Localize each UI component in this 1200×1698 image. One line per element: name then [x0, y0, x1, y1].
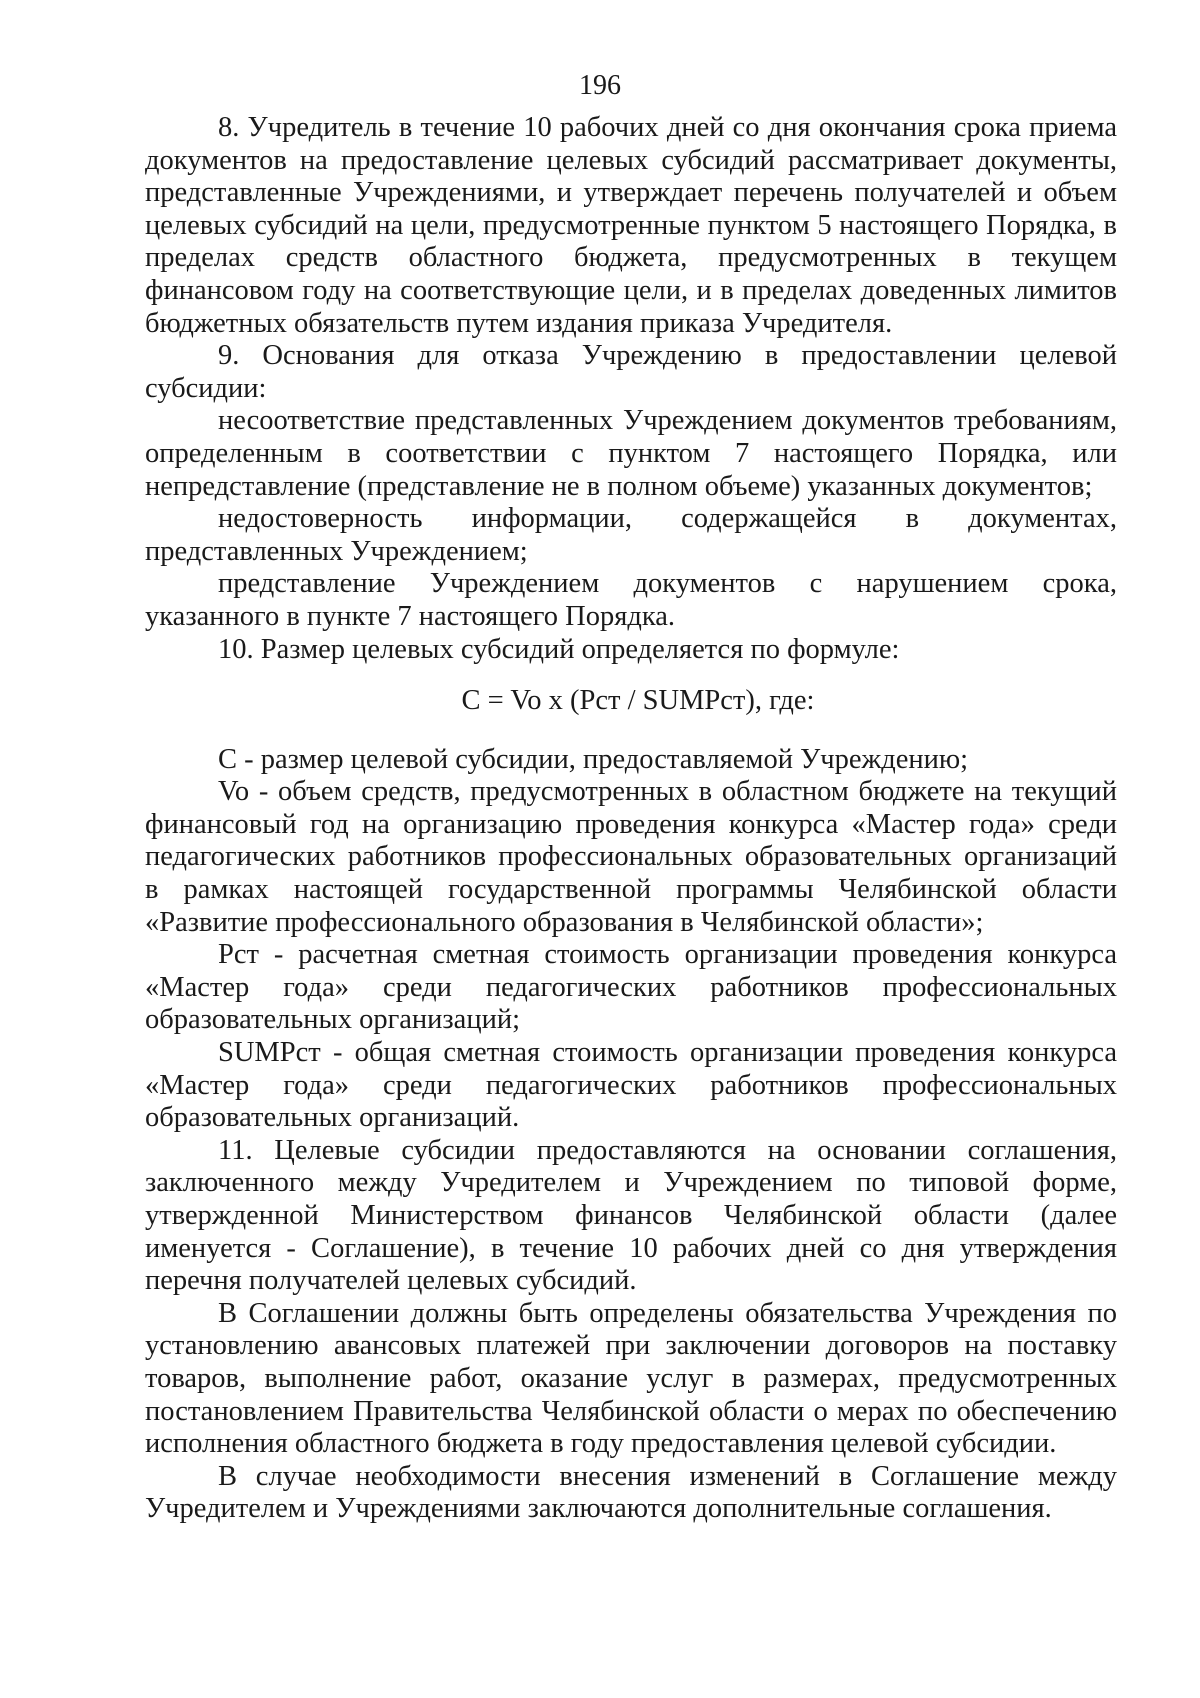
refusal-reason-1: несоответствие представленных Учреждением документов требованиям, определенным в соответствии с пунктом 7 настоящего Порядка, или непредставление (представление не в полном объеме) указанных документов; [145, 405, 1117, 502]
formula-definition-rst: Рст - расчетная сметная стоимость организации проведения конкурса «Мастер года» среди педагогических работников профессиональных образовательных организаций; [145, 939, 1117, 1036]
refusal-reason-3: представление Учреждением документов с нарушением срока, указанного в пункте 7 настоящего Порядка. [145, 568, 1117, 632]
subsidy-formula: C = Vo x (Рст / SUMРст), где: [461, 685, 815, 717]
paragraph-item-9: 9. Основания для отказа Учреждению в предоставлении целевой субсидии: [145, 340, 1117, 404]
paragraph-item-8: 8. Учредитель в течение 10 рабочих дней со дня окончания срока приема документов на предоставление целевых субсидий рассматривает документы, представленные Учреждениями, и утверждает перечень получателей и объем целевых субсидий на цели, предусмотренные пунктом 5 настоящего Порядка, в пределах средств областного бюджета, предусмотренных в текущем финансовом году на соответствующие цели, и в пределах доведенных лимитов бюджетных обязательств путем издания приказа Учредителя. [145, 112, 1117, 339]
document-body [145, 112, 1117, 1526]
page-number: 196 [579, 70, 621, 101]
formula-definition-c: C - размер целевой субсидии, предоставляемой Учреждению; [218, 743, 969, 775]
formula-definition-vo: Vo - объем средств, предусмотренных в областном бюджете на текущий финансовый год на организацию проведения конкурса «Мастер года» среди педагогических работников профессиональных образовательных организаций в рамках настоящей государственной программы Челябинской области «Развитие профессионального образования в Челябинской области»; [145, 776, 1117, 938]
formula-definition-sumrst: SUMРст - общая сметная стоимость организации проведения конкурса «Мастер года» среди педагогических работников профессиональных образовательных организаций. [145, 1037, 1117, 1134]
paragraph-item-10: 10. Размер целевых субсидий определяется по формуле: [218, 633, 900, 665]
agreement-obligations-paragraph: В Соглашении должны быть определены обязательства Учреждения по установлению авансовых платежей при заключении договоров на поставку товаров, выполнение работ, оказание услуг в размерах, предусмотренных постановлением Правительства Челябинской области о мерах по обеспечению исполнения областного бюджета в году предоставления целевой субсидии. [145, 1297, 1117, 1460]
paragraph-item-11: 11. Целевые субсидии предоставляются на основании соглашения, заключенного между Учредителем и Учреждением по типовой форме, утвержденной Министерством финансов Челябинской области (далее именуется - Соглашение), в течение 10 рабочих дней со дня утверждения перечня получателей целевых субсидий. [145, 1134, 1117, 1297]
agreement-amendments-paragraph: В случае необходимости внесения изменений в Соглашение между Учредителем и Учреждениями заключаются дополнительные соглашения. [145, 1460, 1117, 1525]
refusal-reason-2: недостоверность информации, содержащейся в документах, представленных Учреждением; [145, 503, 1117, 567]
